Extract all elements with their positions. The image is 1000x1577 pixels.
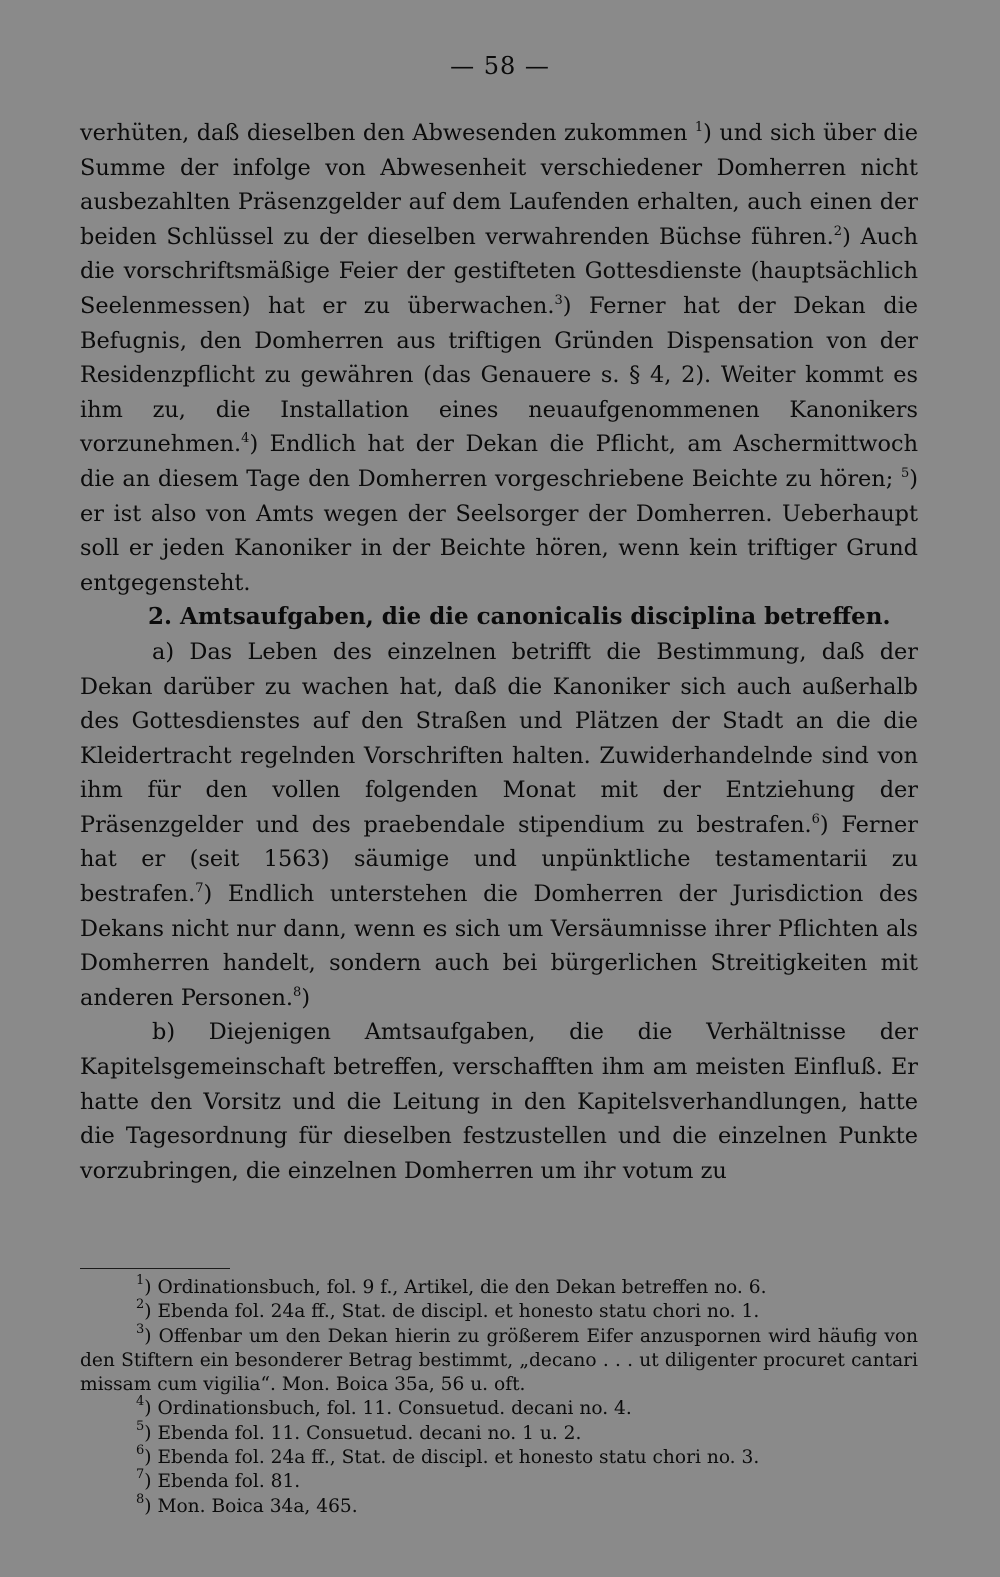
- footnote-ref-4[interactable]: 4: [241, 431, 250, 447]
- footnote-ref-3[interactable]: 3: [554, 292, 563, 308]
- footnotes: [80, 1273, 918, 1519]
- footnote-3: $^3$) Offenbar um den Dekan hierin zu größerem Eifer anzuspornen wird häufig von den Stiftern ein besonderer Betrag bestimmt, „decano . . . ut diligenter procuret cantari missam cum vigilia“. Mon. Boica 35a, 56 u. oft.: [80, 1321, 918, 1396]
- footnote-ref-5[interactable]: 5: [900, 465, 910, 481]
- footnote-ref-7[interactable]: 7: [195, 881, 204, 897]
- paragraph-b: b) Diejenigen Amtsaufgaben, die die Verhältnisse der Kapitelsgemeinschaft betreffen, verschafften ihm am meisten Einfluß. Er hatte den Vorsitz und die Leitung in den Kapitelsverhandlungen, hatte die Tagesordnung für dieselben festzustellen und die einzelnen Punkte vorzubringen, die einzelnen Domherren um ihr votum zu: [80, 1019, 918, 1184]
- footnote-6: $^6$) Ebenda fol. 24a ff., Stat. de discipl. et honesto statu chori no. 3.: [136, 1443, 760, 1469]
- footnote-ref-6[interactable]: 6: [811, 811, 820, 827]
- paragraph-dean-duties: verhüten, daß dieselben den Abwesenden zukommen $^1$) und sich über die Summe der infolge von Abwesenheit verschiedener Domherren nicht ausbezahlten Präsenzgelder auf dem Laufenden erhalten, auch einen der beiden Schlüssel zu der dieselben verwahrenden Büchse führen.$^2$) Auch die vorschriftsmäßige Feier der gestifteten Gottesdienste (hauptsächlich Seelenmessen) hat er zu überwachen.$^3$) Ferner hat der Dekan die Befugnis, den Domherren aus triftigen Gründen Dispensation von der Residenzpflicht zu gewähren (das Genauere s. § 4, 2). Weiter kommt es ihm zu, die Installation eines neuaufgenommenen Kanonikers vorzunehmen.$^4$) Endlich hat der Dekan die Pflicht, am Aschermittwoch die an diesem Tage den Domherren vorgeschriebene Beichte zu hören; $^5$) er ist also von Amts wegen der Seelsorger der Domherren. Ueberhaupt soll er jeden Kanoniker in der Beichte hören, wenn kein triftiger Grund entgegensteht.: [80, 120, 918, 596]
- footnote-8: $^8$) Mon. Boica 34a, 465.: [136, 1491, 358, 1517]
- footnote-1: $^1$) Ordinationsbuch, fol. 9 f., Artikel, die den Dekan betreffen no. 6.: [136, 1273, 767, 1298]
- footnote-7: $^7$) Ebenda fol. 81.: [136, 1467, 301, 1493]
- footnote-ref-2[interactable]: 2: [833, 223, 843, 239]
- footnote-2: $^2$) Ebenda fol. 24a ff., Stat. de discipl. et honesto statu chori no. 1.: [136, 1297, 760, 1323]
- body-text: [80, 116, 918, 1188]
- footnote-divider: [80, 1268, 230, 1269]
- footnote-ref-1[interactable]: 1: [694, 120, 704, 135]
- page-number: — 58 —: [450, 52, 550, 80]
- footnote-5: $^5$) Ebenda fol. 11. Consuetud. decani no. 1 u. 2.: [136, 1418, 582, 1444]
- paragraph-a: a) Das Leben des einzelnen betrifft die Bestimmung, daß der Dekan darüber zu wachen hat, daß die Kanoniker sich auch außerhalb des Gottesdienstes auf den Straßen und Plätzen der Stadt an die die Kleidertracht regelnden Vorschriften halten. Zuwiderhandelnde sind von ihm für den vollen folgenden Monat mit der Entziehung der Präsenzgelder und des praebendale stipendium zu bestrafen.$^6$) Ferner hat er (seit 1563) säumige und unpünktliche testamentarii zu bestrafen.$^7$) Endlich unterstehen die Domherren der Jurisdiction des Dekans nicht nur dann, wenn es sich um Versäumnisse ihrer Pflichten als Domherren handelt, sondern auch bei bürgerlichen Streitigkeiten mit anderen Personen.$^8$): [80, 638, 918, 1011]
- footnote-4: $^4$) Ordinationsbuch, fol. 11. Consuetud. decani no. 4.: [136, 1394, 632, 1420]
- section-heading: 2. Amtsaufgaben, die die canonicalis disciplina betreffen.: [148, 603, 891, 631]
- footnote-ref-8[interactable]: 8: [293, 984, 302, 1000]
